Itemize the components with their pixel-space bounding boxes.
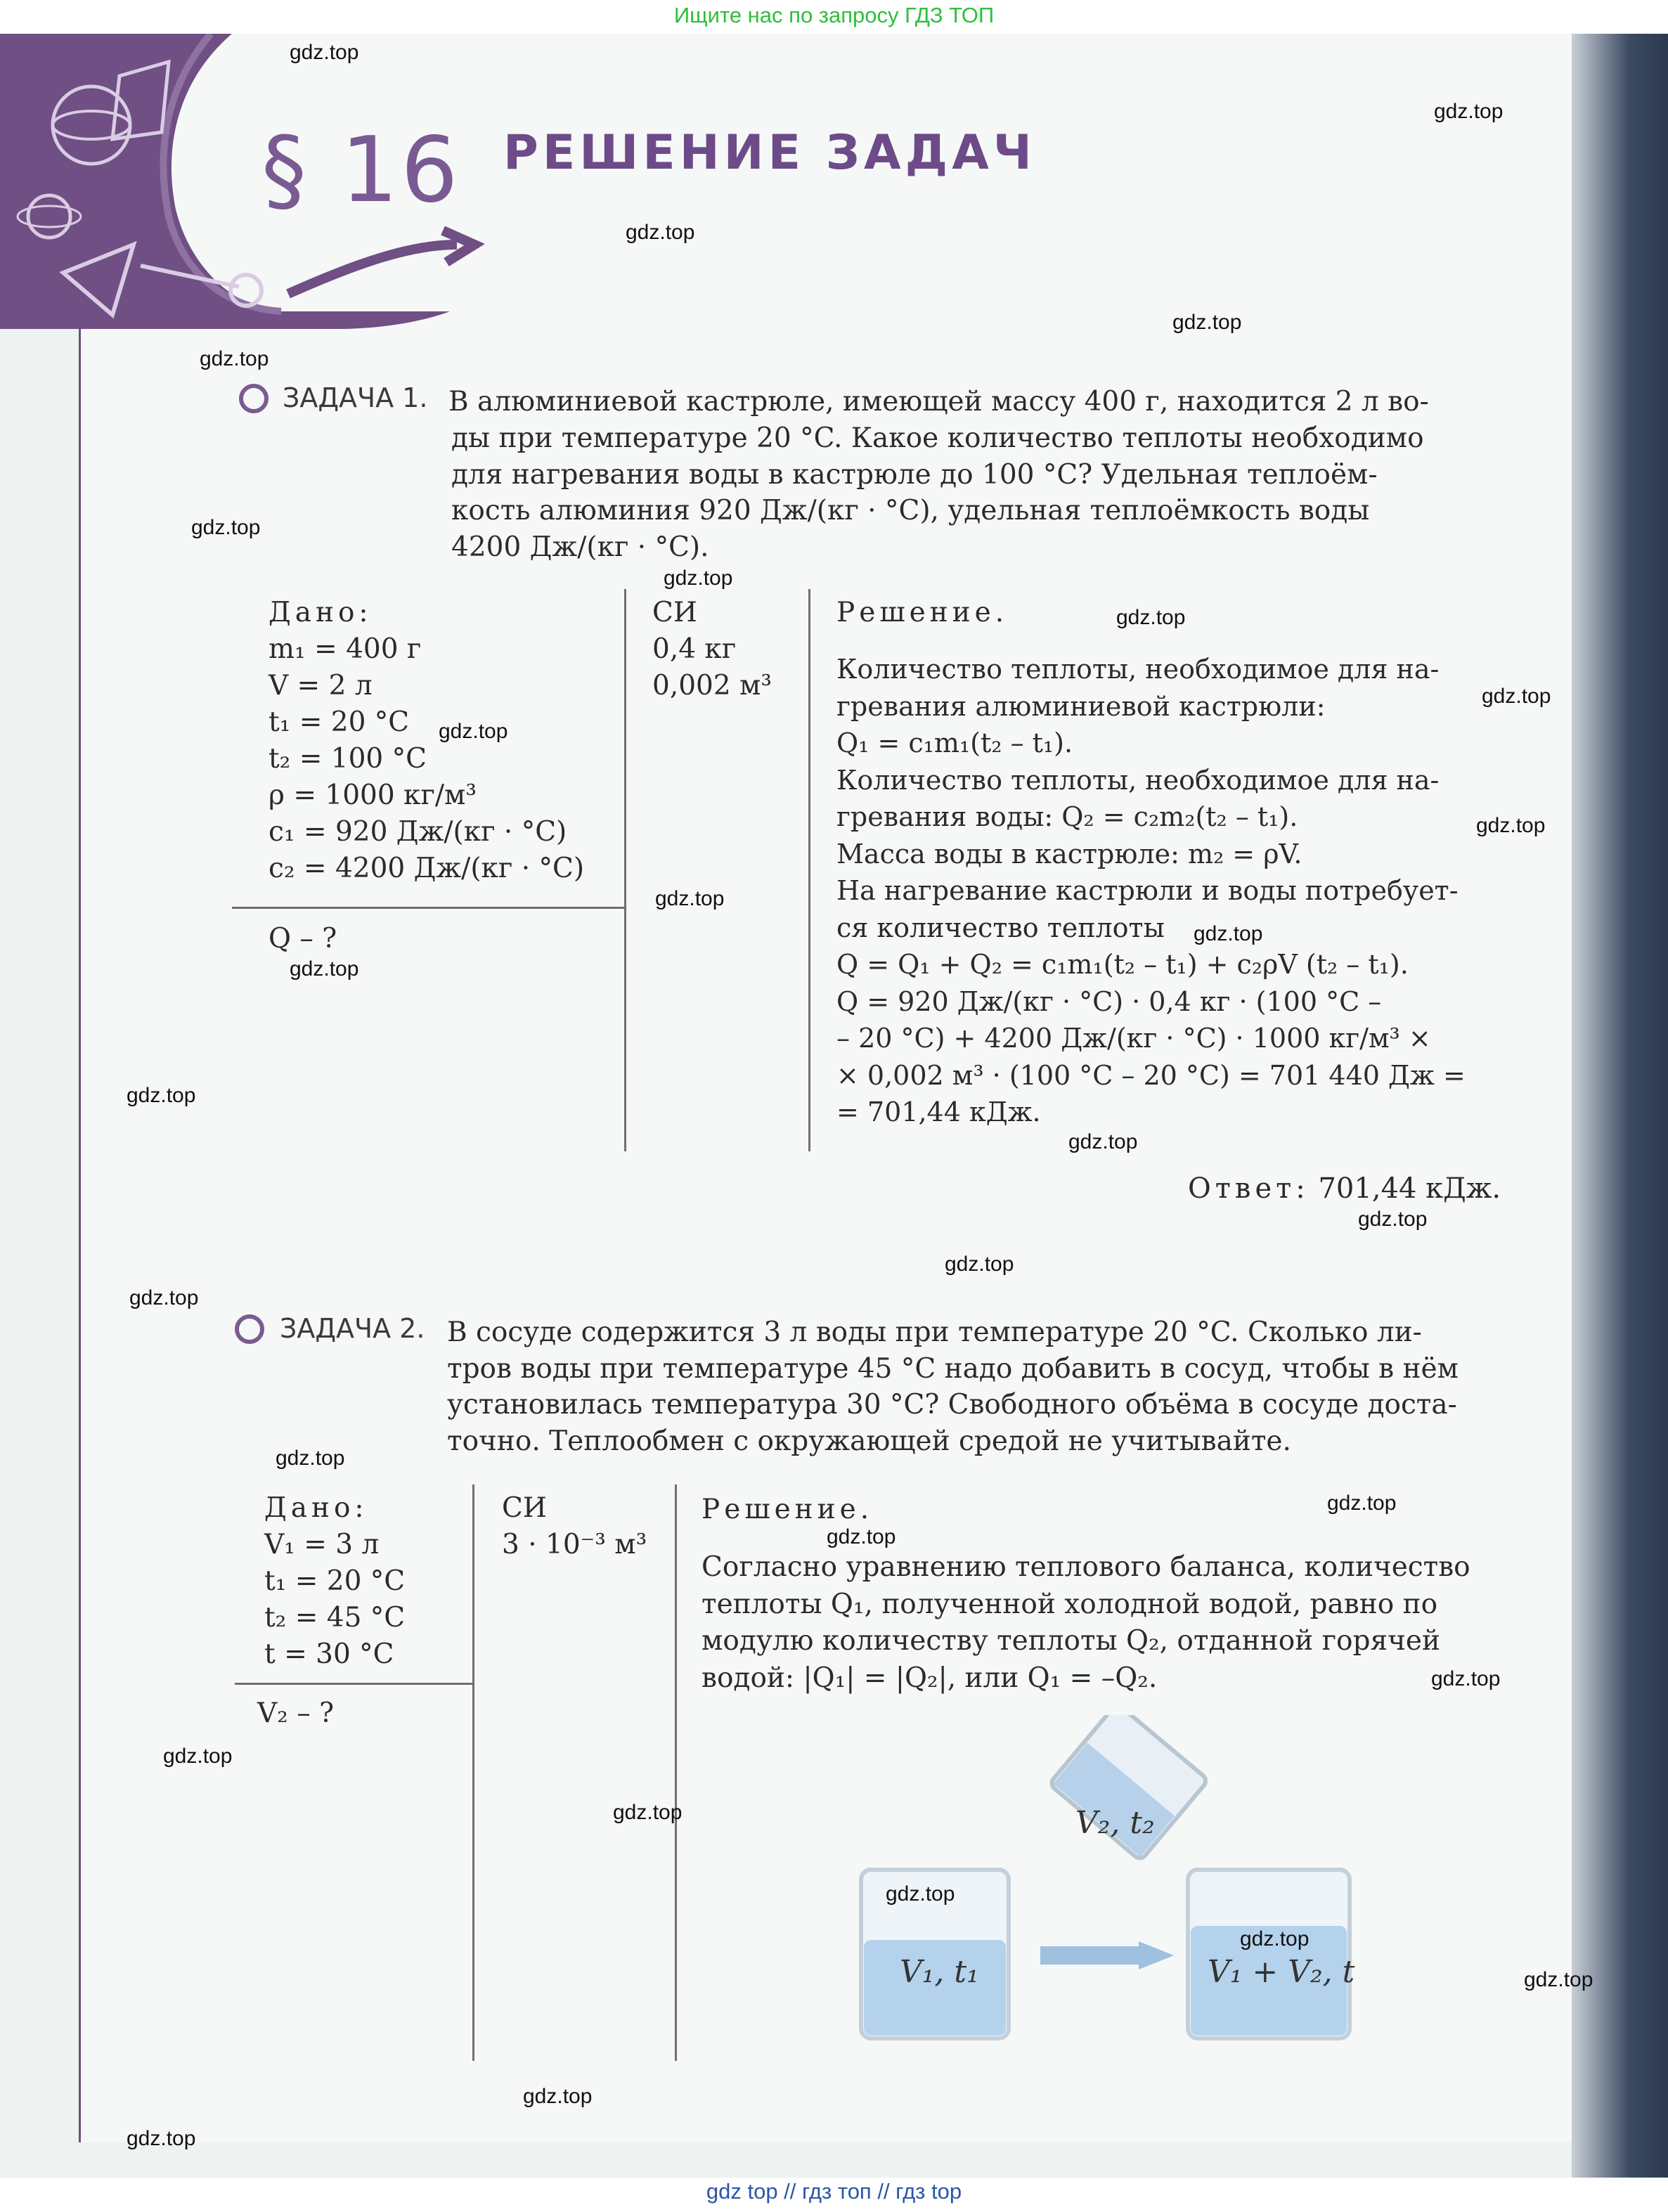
task1-statement-cont: [451, 420, 1517, 565]
watermark: gdz.top: [1172, 311, 1242, 334]
solution-line: – 20 °C) + 4200 Дж/(кг · °C) · 1000 кг/м³ ×: [836, 1023, 1431, 1054]
watermark: gdz.top: [613, 1801, 683, 1824]
watermark: gdz.top: [945, 1253, 1014, 1276]
given-item: t₂ = 100 °C: [269, 743, 427, 775]
watermark: gdz.top: [200, 347, 269, 370]
task1-answer: [1188, 1172, 1501, 1205]
task2-solution-title: Решение.: [702, 1494, 874, 1525]
given-title: Дано:: [269, 597, 373, 628]
given-item: t₁ = 20 °C: [269, 706, 410, 738]
watermark: gdz.top: [1240, 1927, 1310, 1951]
given-item: t₁ = 20 °C: [264, 1565, 406, 1597]
task1-solution-title: Решение.: [836, 597, 1009, 628]
solution-line: гревания воды: Q₂ = c₂m₂(t₂ – t₁).: [836, 801, 1298, 832]
watermark: gdz.top: [1194, 922, 1263, 945]
solution-line: Q = 920 Дж/(кг · °C) · 0,4 кг · (100 °C –: [836, 985, 1382, 1017]
solution-line: теплоты Q₁, полученной холодной водой, равно по: [702, 1588, 1438, 1620]
task2-label: ЗАДАЧА 2.: [280, 1313, 425, 1344]
watermark: gdz.top: [1327, 1492, 1397, 1515]
watermark: gdz.top: [127, 2127, 196, 2150]
given-item: m₁ = 400 г: [269, 633, 422, 665]
task2-line: точно. Теплообмен с окружающей средой не учитывайте.: [447, 1425, 1291, 1457]
watermark: gdz.top: [664, 567, 733, 590]
task2-given: [264, 1490, 475, 1673]
task1-si: [652, 595, 807, 704]
given-item: c₂ = 4200 Дж/(кг · °C): [269, 853, 585, 884]
watermark: gdz.top: [1482, 685, 1551, 708]
solution-line: водой: |Q₁| = |Q₂|, или Q₁ = –Q₂.: [702, 1662, 1158, 1694]
watermark: gdz.top: [655, 887, 725, 910]
task2-solution: [702, 1549, 1517, 1697]
si-title: СИ: [502, 1492, 547, 1524]
task2-bullet-icon: [235, 1314, 264, 1344]
si-title: СИ: [652, 597, 697, 628]
solution-line: Q₁ = c₁m₁(t₂ – t₁).: [836, 727, 1073, 758]
task2-line: тров воды при температуре 45 °C надо добавить в сосуд, чтобы в нём: [447, 1352, 1459, 1385]
task1-given: [269, 595, 606, 887]
given-item: t₂ = 45 °C: [264, 1602, 406, 1634]
watermark: gdz.top: [523, 2085, 593, 2108]
watermark: gdz.top: [1358, 1208, 1428, 1231]
watermark: gdz.top: [191, 516, 261, 539]
watermark: gdz.top: [1068, 1130, 1138, 1153]
watermark: gdz.top: [129, 1286, 199, 1309]
solution-line: На нагревание кастрюли и воды потребует-: [836, 875, 1459, 906]
task1-bullet-icon: [239, 384, 269, 413]
task1-line: для нагревания воды в кастрюле до 100 °C? Удельная теплоём-: [451, 458, 1378, 491]
task1-line: 4200 Дж/(кг · °C).: [451, 531, 709, 563]
given-item: V₁ = 3 л: [264, 1529, 380, 1560]
watermark: gdz.top: [290, 41, 359, 64]
si-divider: [472, 1485, 474, 2061]
task2-line: В сосуде содержится 3 л воды при температуре 20 °C. Сколько ли-: [447, 1317, 1422, 1348]
si-item: 3 · 10⁻³ м³: [502, 1529, 647, 1560]
beaker-right-label: V₁ + V₂, t: [1208, 1954, 1355, 1990]
given-divider: [235, 1683, 474, 1685]
solution-line: гревания алюминиевой кастрюли:: [836, 690, 1326, 722]
solution-line: Количество теплоты, необходимое для на-: [836, 764, 1440, 796]
task2-statement: [447, 1314, 1517, 1459]
solution-line: = 701,44 кДж.: [836, 1097, 1041, 1127]
task1-find: Q – ?: [269, 923, 337, 955]
watermark: gdz.top: [1434, 100, 1504, 123]
solution-line: × 0,002 м³ · (100 °C – 20 °C) = 701 440 Дж =: [836, 1059, 1466, 1091]
given-title: Дано:: [264, 1492, 368, 1524]
solution-line: Согласно уравнению теплового баланса, количество: [702, 1551, 1470, 1583]
watermark: gdz.top: [1116, 606, 1186, 629]
page-title: РЕШЕНИЕ ЗАДАЧ: [503, 125, 1036, 181]
watermark: gdz.top: [439, 720, 508, 743]
answer-value: 701,44 кДж.: [1318, 1172, 1501, 1205]
beaker-left-label: V₁, t₁: [900, 1954, 979, 1990]
answer-label: Ответ:: [1188, 1172, 1310, 1205]
given-divider: [232, 907, 626, 909]
watermark: gdz.top: [1431, 1667, 1501, 1690]
task1-line: кость алюминия 920 Дж/(кг · °C), удельная теплоёмкость воды: [451, 495, 1370, 526]
si-item: 0,4 кг: [652, 633, 737, 665]
beaker-top-label: V₂, t₂: [1075, 1805, 1155, 1841]
task1-statement: [448, 384, 1517, 420]
watermark: gdz.top: [127, 1084, 196, 1107]
task2-si: [502, 1490, 671, 1563]
task2-line: установилась температура 30 °C? Свободного объёма в сосуде доста-: [447, 1389, 1457, 1421]
book-edge: [1572, 34, 1668, 2178]
watermark: gdz.top: [290, 957, 359, 981]
arrow-icon: [1040, 1941, 1174, 1970]
solution-divider: [808, 589, 810, 1151]
task1-line: В алюминиевой кастрюле, имеющей массу 400 г, находится 2 л во-: [448, 386, 1429, 418]
solution-line: Масса воды в кастрюле: m₂ = ρV.: [836, 838, 1302, 869]
footer-links[interactable]: gdz top // гдз топ // гдз top: [706, 2179, 962, 2204]
watermark: gdz.top: [163, 1745, 233, 1768]
paragraph-number: § 16: [261, 118, 461, 223]
si-item: 0,002 м³: [652, 670, 772, 701]
top-banner[interactable]: Ищите нас по запросу ГДЗ ТОП: [673, 3, 995, 27]
si-divider: [624, 589, 626, 1151]
given-item: ρ = 1000 кг/м³: [269, 780, 477, 811]
task1-label: ЗАДАЧА 1.: [283, 382, 428, 413]
task2-find: V₂ – ?: [257, 1697, 335, 1729]
given-item: V = 2 л: [269, 670, 373, 701]
given-item: c₁ = 920 Дж/(кг · °C): [269, 816, 567, 848]
solution-line: ся количество теплоты: [836, 912, 1165, 943]
task1-solution: [836, 651, 1518, 1131]
watermark: gdz.top: [886, 1882, 955, 1906]
solution-line: Количество теплоты, необходимое для на-: [836, 654, 1440, 685]
solution-line: Q = Q₁ + Q₂ = c₁m₁(t₂ – t₁) + c₂ρV (t₂ – t₁).: [836, 949, 1409, 980]
watermark: gdz.top: [827, 1525, 896, 1548]
watermark: gdz.top: [276, 1447, 345, 1470]
solution-line: модулю количеству теплоты Q₂, отданной горячей: [702, 1625, 1440, 1657]
watermark: gdz.top: [1476, 814, 1546, 837]
watermark: gdz.top: [626, 221, 695, 244]
watermark: gdz.top: [1524, 1968, 1593, 1991]
solution-divider: [675, 1485, 677, 2061]
given-item: t = 30 °C: [264, 1638, 394, 1670]
task1-line: ды при температуре 20 °C. Какое количество теплоты необходимо: [451, 422, 1424, 454]
